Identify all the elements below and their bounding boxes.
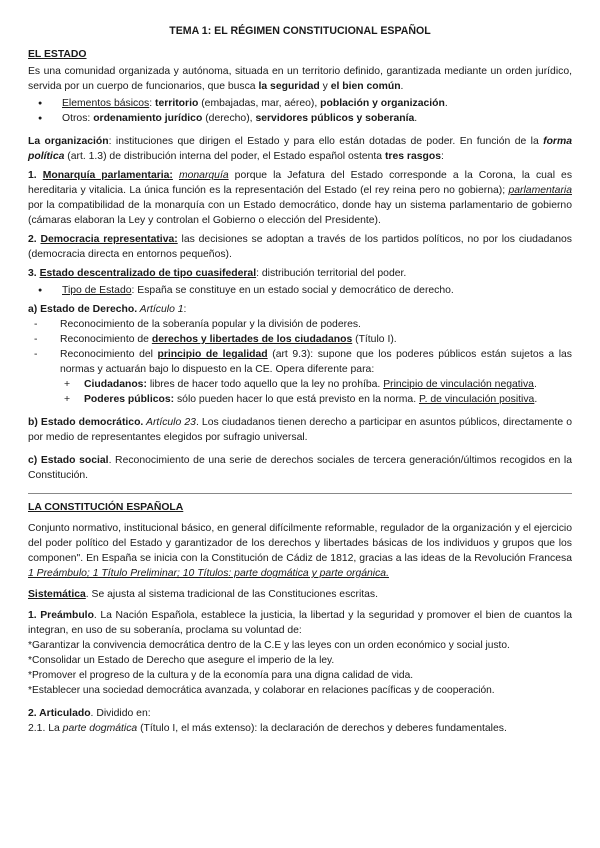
- list-item: ● Elementos básicos: territorio (embajadas, mar, aéreo), población y organización.: [28, 96, 572, 111]
- estado-social: c) Estado social. Reconocimiento de una serie de derechos sociales de tercera generación/últimos recogidos en la Constitución.: [28, 455, 572, 481]
- preambulo-item: *Establecer una sociedad democrática avanzada, y colaborar en relaciones pacíficas y de cooperación.: [28, 685, 495, 696]
- section-heading-constitucion: LA CONSTITUCIÓN ESPAÑOLA: [28, 502, 184, 513]
- parte-dogmatica: 2.1. La parte dogmática (Título I, el más extenso): la declaración de derechos y deberes fundamentales.: [28, 723, 507, 734]
- rasgo-descentralizado: 3. Estado descentralizado de tipo cuasifederal: distribución territorial del poder.: [28, 268, 407, 279]
- list-item: - Reconocimiento de la soberanía popular y la división de poderes.: [28, 317, 572, 332]
- estado-derecho-heading: a) Estado de Derecho. Artículo 1:: [28, 304, 187, 315]
- section-divider: [28, 493, 572, 494]
- preambulo-item: *Garantizar la convivencia democrática dentro de la C.E y las leyes con un orden económico y social justo.: [28, 640, 510, 651]
- legalidad-sublist: [60, 377, 572, 407]
- list-item: ● Otros: ordenamiento jurídico (derecho), servidores públicos y soberanía.: [28, 111, 572, 126]
- section-heading-estado: EL ESTADO: [28, 49, 87, 60]
- organizacion-paragraph: La organización: instituciones que dirigen el Estado y para ello están dotadas de poder. En función de la forma política (art. 1.3) de distribución interna del poder, el Estado español ostenta tres rasgos:: [28, 136, 572, 162]
- rasgo-democracia: 2. Democracia representativa: las decisiones se adoptan a través de los partidos políticos, no por los ciudadanos (democracia directa en entornos pequeños).: [28, 234, 572, 260]
- list-item: + Ciudadanos: libres de hacer todo aquello que la ley no prohíba. Principio de vinculación negativa.: [60, 377, 572, 392]
- document-page: [28, 24, 572, 736]
- estado-elements-list: [28, 96, 572, 126]
- list-item: - Reconocimiento de derechos y libertades de los ciudadanos (Título I).: [28, 332, 572, 347]
- preambulo-item: *Promover el progreso de la cultura y de la economía para una digna calidad de vida.: [28, 670, 414, 681]
- preambulo-item: *Consolidar un Estado de Derecho que asegure el imperio de la ley.: [28, 655, 335, 666]
- estado-democratico: b) Estado democrático. Artículo 23. Los ciudadanos tienen derecho a participar en asuntos públicos, directamente o por medio de representantes elegidos por sufragio universal.: [28, 417, 572, 443]
- document-title: TEMA 1: EL RÉGIMEN CONSTITUCIONAL ESPAÑOL: [169, 25, 431, 37]
- sistematica-paragraph: Sistemática. Se ajusta al sistema tradicional de las Constituciones escritas.: [28, 589, 378, 600]
- articulado-paragraph: 2. Articulado. Dividido en:: [28, 708, 151, 719]
- estado-derecho-list: [28, 317, 572, 407]
- preambulo-paragraph: 1. Preámbulo. La Nación Española, establece la justicia, la libertad y la seguridad y promover el bien de cuantos la integran, en uso de su soberanía, proclama su voluntad de:: [28, 610, 572, 636]
- list-item: + Poderes públicos: sólo pueden hacer lo que está previsto en la norma. P. de vinculación positiva.: [60, 392, 572, 407]
- constitucion-intro: Conjunto normativo, institucional básico, en general difícilmente reformable, regulador de la organización y el ejercicio del poder político del Estado y garantizador de los derechos y libertades básicas de los individuos y grupos que los componen". En España se inicia con la Constitución de Cádiz de 1812, gracias a las ideas de la Revolución Francesa 1 Preámbulo; 1 Título Preliminar; 10 Títulos: parte dogmática y parte orgánica.: [28, 523, 572, 579]
- tipo-estado-list: [28, 283, 572, 298]
- list-item: - Reconocimiento del principio de legalidad (art 9.3): supone que los poderes públicos están sujetos a las normas y actuarán bajo lo dispuesto en la CE. Opera diferente para: + Ciudadanos: libres de hacer todo aquello que la ley no prohíba. Principio de vinculación negativa. + Poderes públicos: sólo pueden hacer lo que está previsto en la norma. P. de vinculación positiva.: [28, 347, 572, 407]
- rasgo-monarquia: 1. Monarquía parlamentaria: monarquía porque la Jefatura del Estado corresponde a la Corona, la cual es hereditaria y vitalicia. La única función es la representación del Estado (el rey reina pero no gobierna); parlamentaria por la compatibilidad de la monarquía con un Estado democrático, donde hay un sistema parlamentario de gobierno (cámaras elaboran la Ley y controlan el Gobierno o elección del Presidente).: [28, 170, 573, 226]
- estado-intro: Es una comunidad organizada y autónoma, situada en un territorio definido, garantizada mediante un orden jurídico, servida por un cuerpo de funcionarios, que busca la seguridad y el bien común.: [28, 66, 572, 92]
- list-item: ● Tipo de Estado: España se constituye en un estado social y democrático de derecho.: [28, 283, 572, 298]
